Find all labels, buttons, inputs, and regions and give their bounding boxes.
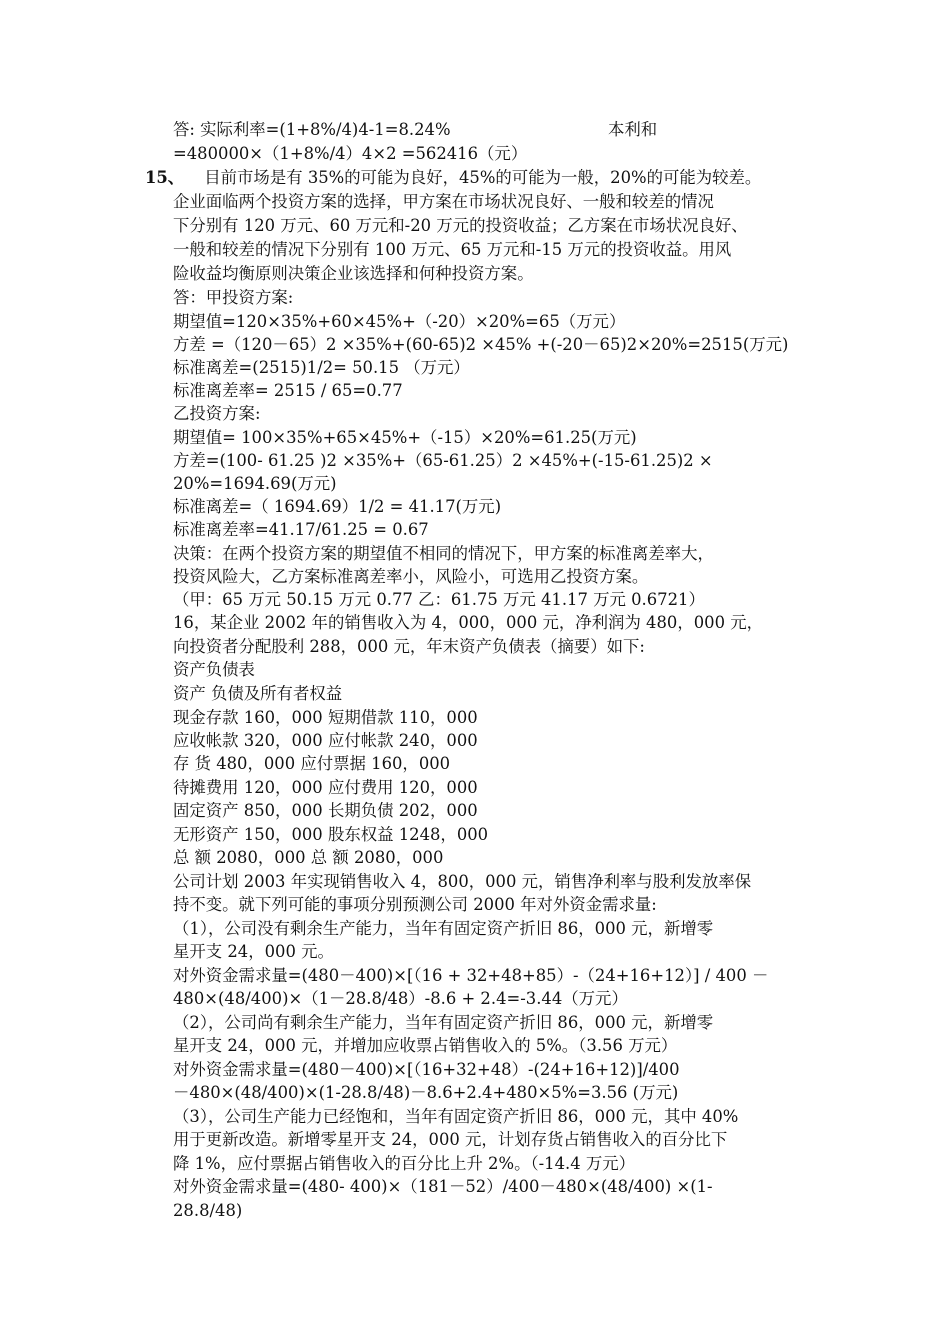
balance-sheet-row: 现金存款 160，000 短期借款 110，000 [173, 708, 478, 727]
q15-answer-line: 标准离差=（ 1694.69）1/2 = 41.17(万元) [173, 497, 502, 516]
q16-body-line: －480×(48/400)×(1-28.8/48)－8.6+2.4+480×5%=3.56 (万元) [173, 1083, 679, 1102]
q15-answer-line: 标准离差率= 2515 / 65=0.77 [173, 381, 403, 400]
q15-answer-line: 20%=1694.69(万元) [173, 474, 337, 493]
q16-body-line: 星开支 24，000 元，并增加应收票占销售收入的 5%。（3.56 万元） [173, 1036, 678, 1055]
balance-sheet-row: 应收帐款 320，000 应付帐款 240，000 [173, 731, 478, 750]
q15-question-line: 目前市场是有 35%的可能为良好，45%的可能为一般，20%的可能为较差。 [173, 168, 762, 187]
q15-question-line: 企业面临两个投资方案的选择，甲方案在市场状况良好、一般和较差的情况 [173, 192, 714, 211]
q15-answer-line: 投资风险大，乙方案标准离差率小，风险小，可选用乙投资方案。 [173, 567, 649, 586]
q16-body-line: 对外资金需求量=(480- 400)×（181－52）/400－480×(48/400) ×(1- [173, 1177, 713, 1196]
q16-body-line: 用于更新改造。新增零星开支 24，000 元，计划存货占销售收入的百分比下 [173, 1130, 728, 1149]
q16-body-line: 星开支 24，000 元。 [173, 942, 334, 961]
q15-question-line: 下分别有 120 万元、60 万元和-20 万元的投资收益；乙方案在市场状况良好、 [173, 216, 748, 235]
q16-body-line: （3），公司生产能力已经饱和，当年有固定资产折旧 86，000 元，其中 40% [173, 1107, 739, 1126]
q15-answer-line: 方差=(100- 61.25 )2 ×35%+（65-61.25）2 ×45%+(-15-61.25)2 × [173, 451, 713, 470]
q15-question-line: 险收益均衡原则决策企业该选择和何种投资方案。 [173, 264, 534, 283]
q15-question-line: 一般和较差的情况下分别有 100 万元、65 万元和-15 万元的投资收益。用风 [173, 240, 732, 259]
q15-answer-line: 期望值=120×35%+60×45%+（-20）×20%=65（万元） [173, 312, 626, 331]
balance-sheet-row: 待摊费用 120，000 应付费用 120，000 [173, 778, 478, 797]
balance-sheet-row: 无形资产 150，000 股东权益 1248，000 [173, 825, 489, 844]
q14-answer-right-label: 本利和 [608, 120, 658, 139]
q15-answer-line: 标准离差=(2515)1/2= 50.15 （万元） [173, 358, 470, 377]
q15-answer-line: 期望值= 100×35%+65×45%+（-15）×20%=61.25(万元) [173, 428, 637, 447]
q16-body-line: 480×(48/400)×（1－28.8/48）-8.6 + 2.4=-3.44（万元） [173, 989, 628, 1008]
q15-answer-line: 标准离差率=41.17/61.25 = 0.67 [173, 520, 429, 539]
balance-sheet-row: 存 货 480，000 应付票据 160，000 [173, 754, 451, 773]
q15-answer-line: 答：甲投资方案: [173, 288, 294, 307]
q16-body-line: （2），公司尚有剩余生产能力，当年有固定资产折旧 86，000 元，新增零 [173, 1013, 714, 1032]
balance-sheet-row: 总 额 2080，000 总 额 2080，000 [173, 848, 444, 867]
q16-body-line: 28.8/48) [173, 1201, 243, 1220]
q14-answer-line-1: 答: 实际利率=(1+8%/4)4-1=8.24% [173, 120, 451, 139]
q15-answer-line: 乙投资方案: [173, 404, 261, 423]
q16-intro-line: 向投资者分配股利 288，000 元，年末资产负债表（摘要）如下: [173, 637, 645, 656]
q15-number: 15、 [145, 168, 185, 187]
q16-body-line: 公司计划 2003 年实现销售收入 4，800，000 元，销售净利率与股利发放率保 [173, 872, 752, 891]
q16-body-line: 对外资金需求量=(480－400)×[（16 + 32+48+85）-（24+16+12）] / 400 － [173, 966, 769, 985]
q16-body-line: 降 1%，应付票据占销售收入的百分比上升 2%。（-14.4 万元） [173, 1154, 636, 1173]
q15-answer-line: 方差 =（120－65）2 ×35%+(60-65)2 ×45% +(-20－65)2×20%=2515(万元) [173, 335, 789, 354]
balance-sheet-header: 资产 负债及所有者权益 [173, 684, 343, 703]
q14-answer-line-2: =480000×（1+8%/4）4×2 =562416（元） [173, 144, 528, 163]
balance-sheet-title: 资产负债表 [173, 660, 255, 679]
q15-answer-line: （甲：65 万元 50.15 万元 0.77 乙：61.75 万元 41.17 万元 0.6721） [173, 590, 705, 609]
q16-intro-line: 16，某企业 2002 年的销售收入为 4，000，000 元，净利润为 480，000 元， [173, 613, 763, 632]
q16-body-line: 对外资金需求量=(480－400)×[（16+32+48）-(24+16+12)]/400 [173, 1060, 680, 1079]
q16-body-line: 持不变。就下列可能的事项分别预测公司 2000 年对外资金需求量: [173, 895, 657, 914]
q15-answer-line: 决策：在两个投资方案的期望值不相同的情况下，甲方案的标准离差率大， [173, 544, 714, 563]
q16-body-line: （1），公司没有剩余生产能力，当年有固定资产折旧 86，000 元，新增零 [173, 919, 714, 938]
balance-sheet-row: 固定资产 850，000 长期负债 202，000 [173, 801, 478, 820]
